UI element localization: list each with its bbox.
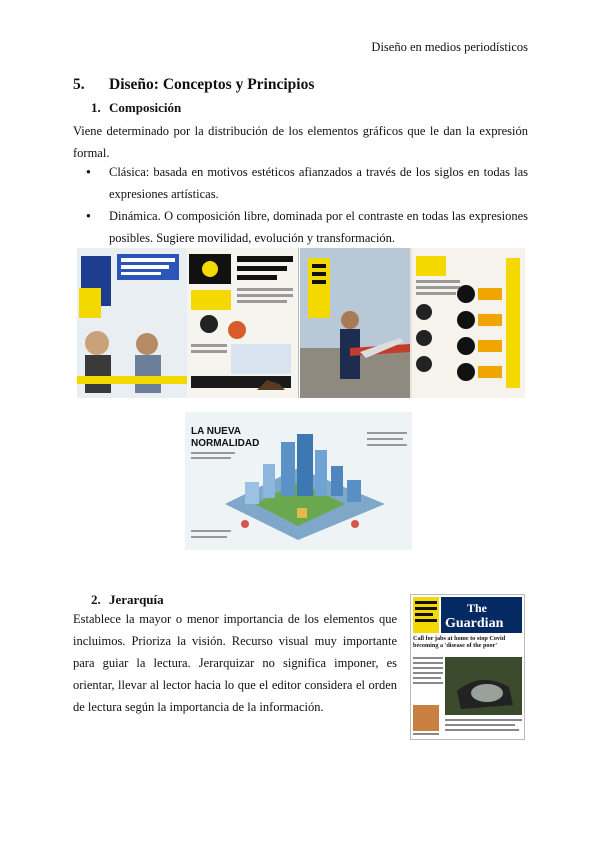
composicion-intro: Viene determinado por la distribución de los elementos gráficos que le dan la expresión formal. [73, 124, 528, 160]
subsection-number: 1. [91, 100, 101, 115]
running-header: Diseño en medios periodísticos [371, 40, 528, 54]
magazine-spread-figure-1 [77, 248, 299, 398]
guardian-headline: Call for jabs at home to stop Covid becoming a 'disease of the poor' [413, 635, 506, 649]
subsection-number: 2. [91, 592, 101, 607]
jerarquia-text: Establece la mayor o menor importancia de los elementos que incluimos. Prioriza la visión. Recurso visual muy importante para guiar la lectura. Jerarquizar no significa imponer, es orientar, llevar al lector hacia lo que el editor considera el orden de lectura según la importancia de la información. [73, 612, 397, 714]
infographic-title-line2: NORMALIDAD [191, 438, 260, 449]
guardian-masthead-line1: The [467, 601, 488, 615]
subsection-title: Composición [109, 100, 182, 115]
city-infographic-figure [185, 412, 412, 550]
composicion-bullet-list [86, 161, 528, 249]
subsection-heading-jerarquia [91, 592, 164, 608]
guardian-masthead-line2: Guardian [445, 616, 504, 631]
section-title: Diseño: Conceptos y Principios [109, 76, 315, 93]
bullet-dinamica: ● Dinámica. O composición libre, dominada por el contraste en todas las expresiones posibles. Sugiere movilidad, evolución y transformación. [86, 205, 528, 249]
bullet-clasica: ● Clásica: basada en motivos estéticos afianzados a través de los siglos en todas las expresiones artísticas. [86, 161, 528, 205]
subsection-title: Jerarquía [109, 592, 164, 607]
subsection-heading-composicion [91, 100, 181, 116]
guardian-front-page-figure [410, 594, 525, 740]
section-number: 5. [73, 76, 85, 93]
magazine-spread-figure-2 [300, 248, 525, 398]
section-heading [73, 76, 314, 94]
infographic-title-line1: LA NUEVA [191, 426, 241, 437]
